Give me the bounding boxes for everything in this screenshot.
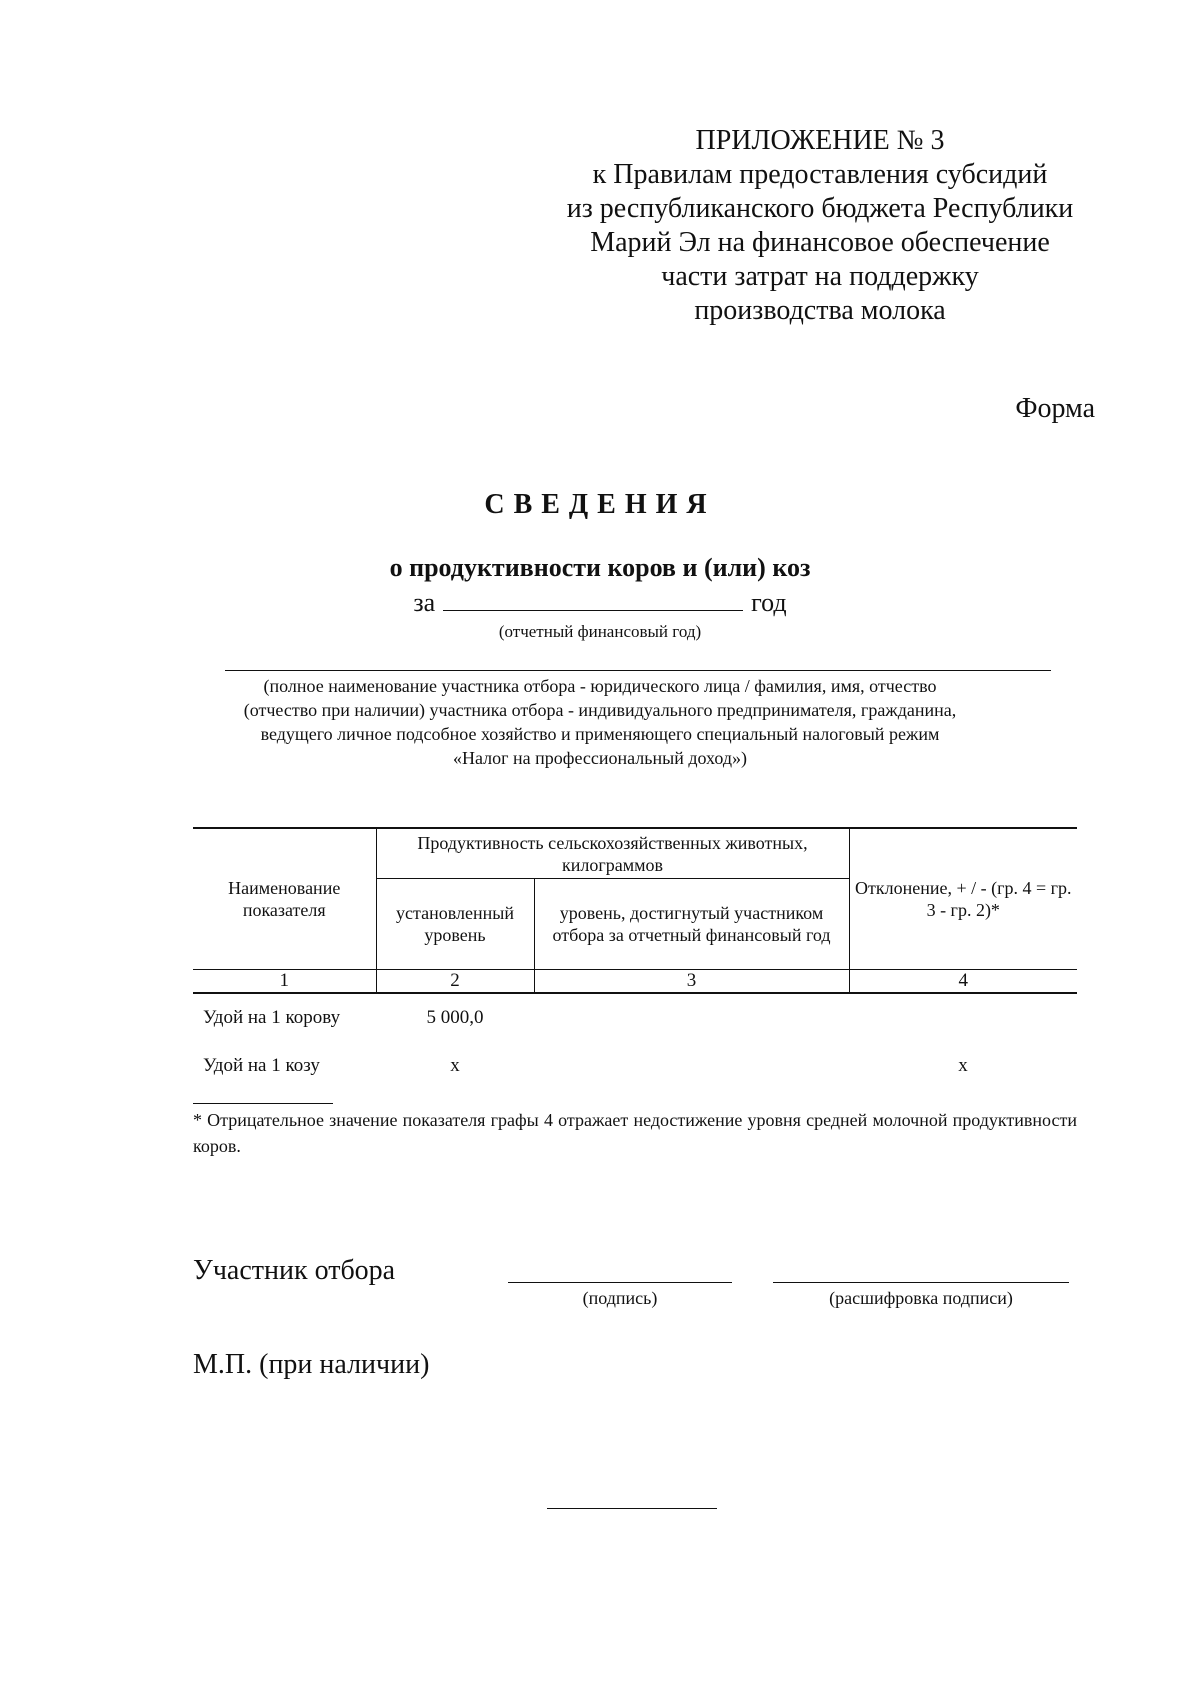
participant-caption-line: «Налог на профессиональный доход») xyxy=(453,748,747,768)
column-number: 2 xyxy=(376,970,534,994)
column-number: 1 xyxy=(193,970,376,994)
signature-label: Участник отбора xyxy=(193,1255,396,1286)
appendix-line: из республиканского бюджета Республики xyxy=(566,193,1074,224)
footnote-divider xyxy=(193,1103,333,1104)
year-caption: (отчетный финансовый год) xyxy=(498,622,702,641)
appendix-line: к Правилам предоставления субсидий xyxy=(592,159,1048,190)
cell-established: 5 000,0 xyxy=(426,1007,484,1028)
year-field[interactable] xyxy=(443,588,743,611)
table-row xyxy=(193,1042,1077,1090)
year-row xyxy=(0,588,1200,618)
productivity-table xyxy=(193,827,1077,1090)
cell-established: x xyxy=(450,1055,460,1076)
cell-achieved[interactable] xyxy=(534,993,849,1042)
document-title: СВЕДЕНИЯ xyxy=(484,489,716,520)
participant-caption-line: ведущего личное подсобное хозяйство и применяющего специальный налоговый режим xyxy=(260,724,940,744)
signature-caption: (подпись) xyxy=(582,1288,658,1308)
signature-decode-field[interactable] xyxy=(773,1282,1069,1283)
table-row xyxy=(193,993,1077,1042)
signature-decode-caption: (расшифровка подписи) xyxy=(829,1288,1013,1308)
form-label: Форма xyxy=(1015,393,1095,424)
column-numbers-row xyxy=(193,970,1077,994)
year-prefix: за xyxy=(413,588,436,617)
appendix-line: части затрат на поддержку xyxy=(661,261,979,292)
signature-field[interactable] xyxy=(508,1282,732,1283)
year-suffix: год xyxy=(751,588,787,617)
row-name: Удой на 1 козу xyxy=(203,1055,320,1076)
appendix-line: производства молока xyxy=(694,295,946,326)
row-name: Удой на 1 корову xyxy=(203,1007,341,1028)
column-number: 4 xyxy=(849,970,1077,994)
participant-caption-line: (отчество при наличии) участника отбора - индивидуального предпринимателя, гражданина, xyxy=(243,700,957,720)
col2-header: установленный уровень xyxy=(376,879,534,970)
participant-caption xyxy=(160,674,1040,770)
document-subtitle: о продуктивности коров и (или) коз xyxy=(389,553,811,582)
participant-caption-line: (полное наименование участника отбора - юридического лица / фамилия, имя, отчество xyxy=(263,676,937,696)
appendix-title: ПРИЛОЖЕНИЕ № 3 xyxy=(695,125,945,156)
stamp-label: М.П. (при наличии) xyxy=(193,1349,430,1380)
cell-deviation[interactable] xyxy=(849,993,1077,1042)
column-number: 3 xyxy=(534,970,849,994)
group-header: Продуктивность сельскохозяйственных животных, килограммов xyxy=(376,828,849,879)
col1-header: Наименование показателя xyxy=(193,828,376,970)
end-divider xyxy=(547,1508,717,1509)
appendix-line: Марий Эл на финансовое обеспечение xyxy=(590,227,1050,258)
footnote: * Отрицательное значение показателя графы 4 отражает недостижение уровня средней молочной продуктивности коров. xyxy=(193,1110,1077,1156)
col3-header: уровень, достигнутый участником отбора за отчетный финансовый год xyxy=(534,879,849,970)
cell-deviation: x xyxy=(958,1055,968,1076)
cell-achieved[interactable] xyxy=(534,1042,849,1090)
appendix-header xyxy=(520,124,1120,328)
col4-header: Отклонение, + / - (гр. 4 = гр. 3 - гр. 2)* xyxy=(849,828,1077,970)
participant-name-field[interactable] xyxy=(225,670,1051,671)
